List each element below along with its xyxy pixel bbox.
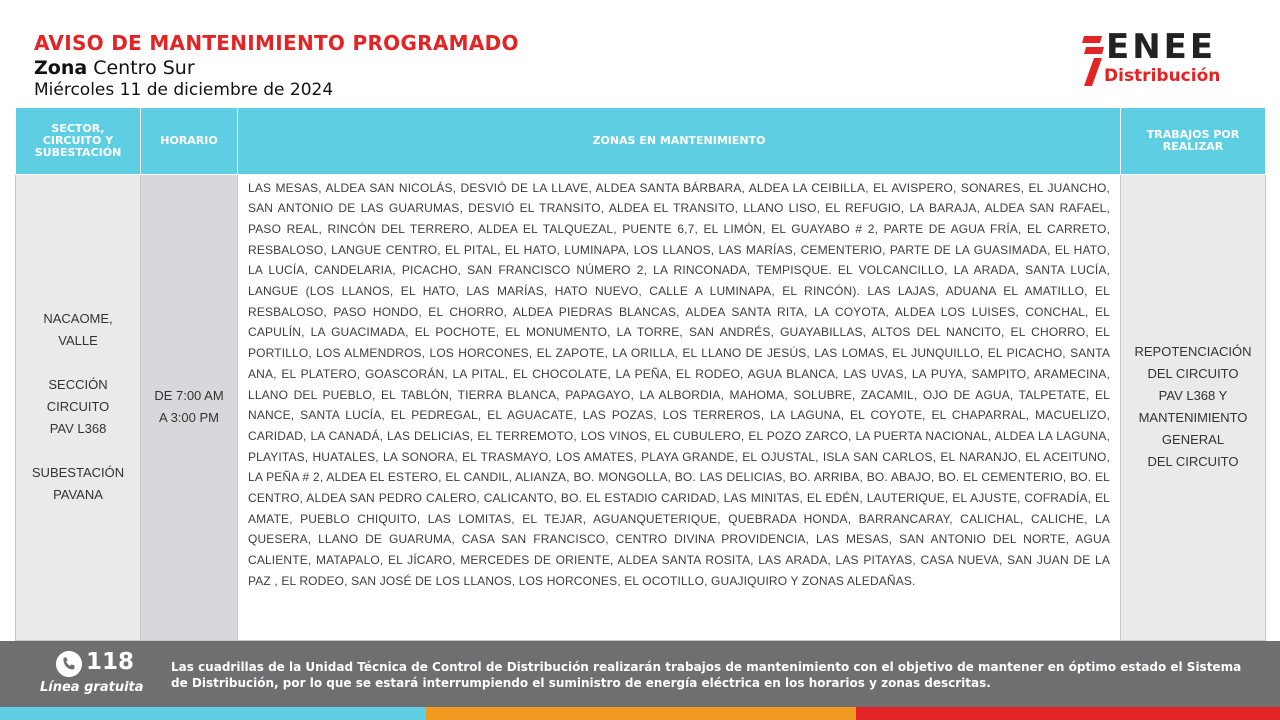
- hotline-number[interactable]: 118: [86, 649, 135, 675]
- enee-logo: [1080, 27, 1260, 92]
- logo-subtitle: Distribución: [1104, 66, 1221, 86]
- maintenance-table: [15, 108, 1266, 641]
- col-header-zonas: ZONAS EN MANTENIMIENTO: [238, 108, 1121, 174]
- horario-start: DE 7:00 AM: [154, 388, 224, 404]
- horario-cell: [141, 174, 238, 641]
- sector-line: CIRCUITO: [46, 399, 110, 415]
- sector-line: NACAOME,: [43, 311, 113, 327]
- horario-end: A 3:00 PM: [159, 410, 219, 426]
- zone-label: Zona: [34, 57, 88, 79]
- page-header: [0, 0, 1280, 108]
- zone-name: [34, 57, 195, 79]
- sector-line: PAVANA: [53, 487, 103, 503]
- stripe-red: [856, 707, 1280, 720]
- notice-date: Miércoles 11 de diciembre de 2024: [34, 80, 334, 100]
- trabajos-line: GENERAL: [1161, 432, 1225, 448]
- enee-logo-mark-icon: [1080, 32, 1106, 88]
- trabajos-line: DEL CIRCUITO: [1147, 454, 1239, 470]
- trabajos-line: DEL CIRCUITO: [1147, 366, 1239, 382]
- footer-notice: Las cuadrillas de la Unidad Técnica de Control de Distribución realizarán trabajos de mantenimiento con el objetivo de mantener en óptimo estado el Sistema de Distribución, por lo que se estará interrumpiendo el suministro de energía eléctrica en los horarios y zonas descritas.: [171, 660, 1242, 690]
- sector-line: PAV L368: [49, 421, 107, 437]
- stripe-orange: [426, 707, 856, 720]
- sector-cell: [16, 174, 141, 641]
- col-header-sector: SECTOR, CIRCUITO Y SUBESTACIÓN: [16, 108, 141, 174]
- sector-line: VALLE: [58, 333, 98, 349]
- phone-icon[interactable]: [56, 651, 82, 677]
- trabajos-cell: [1121, 174, 1266, 641]
- sector-line: SUBESTACIÓN: [31, 465, 125, 481]
- trabajos-line: PAV L368 Y: [1158, 388, 1228, 404]
- sector-line: SECCIÓN: [48, 377, 108, 393]
- zonas-cell: LAS MESAS, ALDEA SAN NICOLÁS, DESVIÓ DE LA LLAVE, ALDEA SANTA BÁRBARA, ALDEA LA CEIBILLA, EL AVISPERO, SONARES, EL JUANCHO, SAN ANTONIO DE LAS GUARUMAS, DESVIÓ EL TRANSITO, ALDEA EL TRANSITO, LLANO LISO, EL REFUGIO, LA BARAJA, ALDEA SAN RAFAEL, PASO REAL, RINCÓN DEL TERRERO, ALDEA EL TALQUEZAL, PUENTE 6,7, EL LIMÓN, EL GUAYABO # 2, PARTE DE AGUA FRÍA, EL CARRETO, RESBALOSO, LANGUE CENTRO, EL PITAL, EL HATO, LUMINAPA, LOS LLANOS, LAS MARÍAS, CEMENTERIO, PARTE DE LA GUASIMADA, EL HATO, LA LUCÍA, CANDELARIA, PICACHO, SAN FRANCISCO NÚMERO 2, LA RINCONADA, TEMPISQUE. EL VOLCANCILLO, LA ARADA, SANTA LUCÍA, LANGUE (LOS LLANOS, EL HATO, LAS MARÍAS, HATO NUEVO, CALLE A LUMINAPA, EL RINCÓN). LAS LAJAS, ADUANA EL AMATILLO, EL RESBALOSO, PASO HONDO, EL CHORRO, ALDEA PIEDRAS BLANCAS, ALDEA SANTA RITA, LA COYOTA, ALDEA LOS LUISES, CONCHAL, EL CAPULÍN, LA GUACIMADA, EL POCHOTE, EL MONUMENTO, LA TORRE, SAN ANDRÉS, GUAYABILLAS, ALTOS DEL NANCITO, EL CHORRO, EL PORTILLO, LOS ALMENDROS, LOS HORCONES, EL ZAPOTE, LA ORILLA, EL LLANO DE JESÚS, LAS LOMAS, EL JUNQUILLO, EL PICACHO, SANTA ANA, EL PLATERO, GOASCORÁN, LA PITAL, EL CHOCOLATE, LA PEÑA, EL RODEO, AGUA BLANCA, LAS UVAS, LA PUYA, SAMPITO, ARAMECINA, LLANO DEL PUEBLO, EL TABLÓN, TIERRA BLANCA, PAPAGAYO, LA ALBORDIA, MAHOMA, SOLUBRE, ZACAMIL, OJO DE AGUA, TALPETATE, EL NANCE, SANTA LUCÍA, EL PEDREGAL, EL AGUACATE, LAS POZAS, LOS TERREROS, LA LAGUNA, EL COYOTE, EL CHAPARRAL, MACUELIZO, CARIDAD, LA CANADÁ, LAS DELICIAS, EL TERREMOTO, LOS VINOS, EL CUBULERO, EL POZO ZARCO, LA PUERTA NACIONAL, ALDEA LA LAGUNA, PLAYITAS, HUATALES, LA SONORA, EL TRASMAYO, LOS AMATES, PLAYA GRANDE, EL OJUSTAL, ISLA SAN CARLOS, EL NARANJO, EL ACEITUNO, LA PEÑA # 2, ALDEA EL ESTERO, EL CANDIL, ALIANZA, BO. MONGOLLA, BO. LAS DELICIAS, BO. ARRIBA, BO. ABAJO, BO. EL CEMENTERIO, BO. EL CENTRO, ALDEA SAN PEDRO CALERO, CALICANTO, BO. EL ESTADIO CARIDAD, LAS MINITAS, EL EDÉN, LAUTERIQUE, EL AJUSTE, COFRADÍA, EL AMATE, PUEBLO CHIQUITO, LAS LOMITAS, EL TEJAR, AGUANQUETERIQUE, QUEBRADA HONDA, BARRANCARAY, CALICHAL, CALICHE, LA QUESERA, LLANO DE GUARUMA, CASA SAN FRANCISCO, CENTRO DIVINA PROVIDENCIA, LAS MESAS, SAN ANTONIO DEL NORTE, AGUA CALIENTE, MATAPALO, EL JÍCARO, MERCEDES DE ORIENTE, ALDEA SANTA ROSITA, LAS ARADA, LAS PITAYAS, CASA NUEVA, SAN JUAN DE LA PAZ , EL RODEO, SAN JOSÉ DE LOS LLANOS, LOS HORCONES, EL OCOTILLO, GUAJIQUIRO Y ZONAS ALEDAÑAS.: [238, 174, 1121, 641]
- trabajos-line: MANTENIMIENTO: [1138, 410, 1248, 426]
- col-header-horario: HORARIO: [141, 108, 238, 174]
- table-header-row: [16, 108, 1266, 174]
- page-title: AVISO DE MANTENIMIENTO PROGRAMADO: [34, 31, 519, 55]
- table-row: [16, 174, 1266, 641]
- stripe-cyan: [0, 707, 426, 720]
- zone-value: Centro Sur: [87, 57, 195, 79]
- hotline-label: Línea gratuita: [40, 680, 144, 695]
- col-header-trabajos: TRABAJOS POR REALIZAR: [1121, 108, 1266, 174]
- logo-wordmark: ENEE: [1106, 27, 1217, 67]
- trabajos-line: REPOTENCIACIÓN: [1134, 344, 1252, 360]
